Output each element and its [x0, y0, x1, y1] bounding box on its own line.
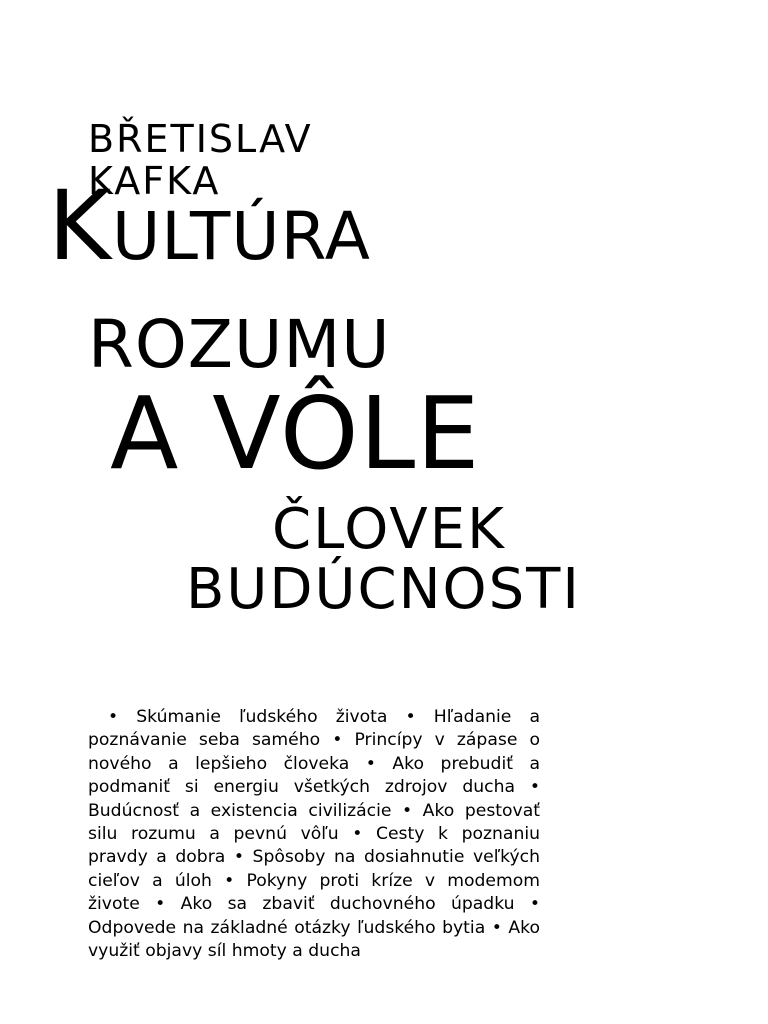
title-line-2: ROZUMU: [88, 306, 391, 383]
title-initial: K: [48, 170, 112, 282]
title-line-1: [48, 170, 371, 282]
title-line-3: A VÔLE: [110, 375, 481, 492]
author-first-name: BŘETISLAV: [88, 117, 313, 161]
subtitle-line-1: ČLOVEK: [272, 497, 506, 562]
subtitle-line-2: BUDÚCNOSTI: [186, 557, 581, 622]
book-blurb: • Skúmanie ľudského života • Hľadanie a poznávanie seba samého • Princípy v zápase o nového a lepšieho človeka • Ako prebudiť a podmaniť si energiu všetkých zdrojov ducha • Budúcnosť a existencia civilizácie • Ako pestovať silu rozumu a pevnú vôľu • Cesty k poznaniu pravdy a dobra • Spôsoby na dosiahnutie veľkých cieľov a úloh • Pokyny proti kríze v modemom živote • Ako sa zbaviť duchovného úpadku • Odpovede na základné otázky ľudského bytia • Ako využiť objavy síl hmoty a ducha: [88, 707, 540, 962]
subtitle: [0, 497, 581, 622]
title-line-1-rest: ULTÚRA: [111, 198, 371, 275]
author-last-name: KAFKA: [88, 159, 221, 203]
